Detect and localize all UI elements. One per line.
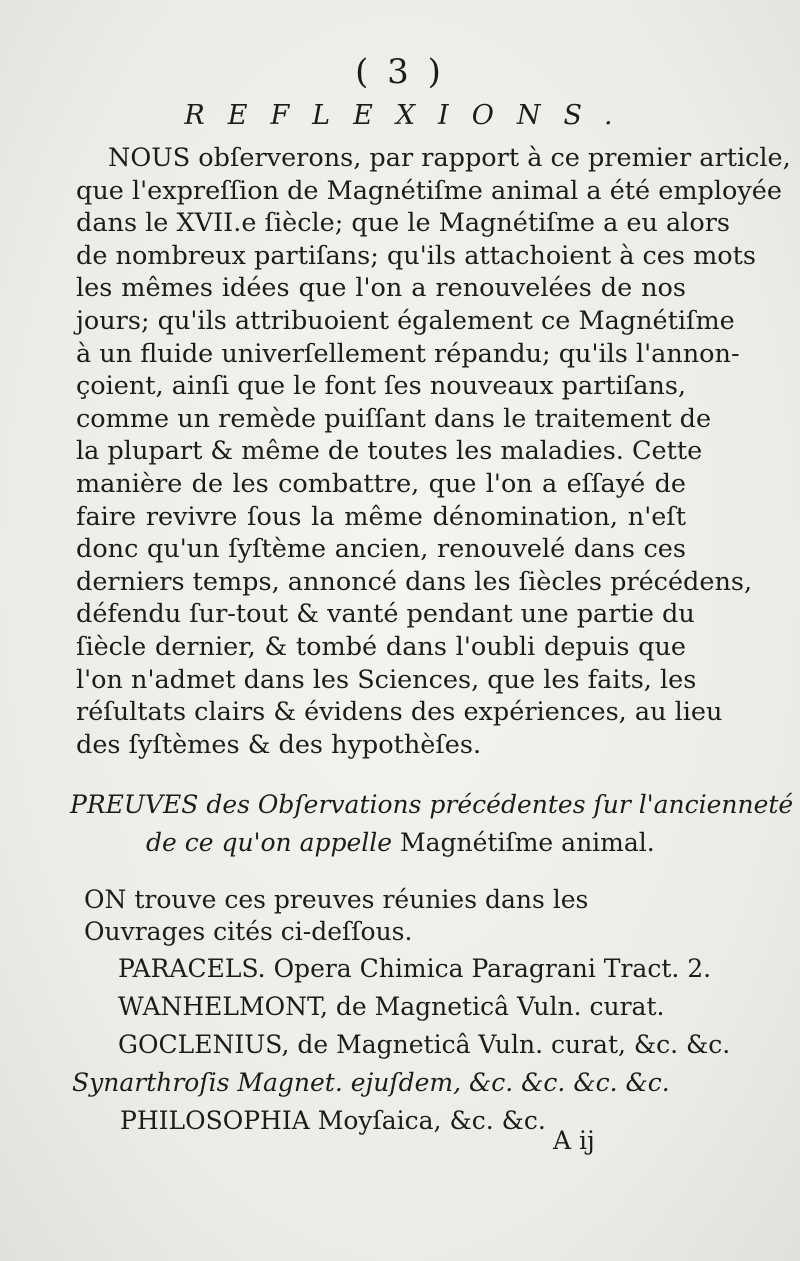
subheading-roman: Magnétiſme animal. (400, 828, 655, 857)
text-line: derniers temps, annoncé dans les ſiècles précédens, (76, 566, 753, 597)
reference-item: PARACELS. Opera Chimica Paragrani Tract. 2. (118, 954, 712, 983)
main-paragraph (76, 142, 791, 761)
text-line: que l'expreſſion de Magnétiſme animal a été employée (76, 175, 782, 206)
subheading-line-2 (146, 828, 686, 857)
reference-item: PHILOSOPHIA Moyſaica, &c. &c. (120, 1106, 546, 1135)
reference-item: WANHELMONT, de Magneticâ Vuln. curat. (118, 992, 665, 1021)
text-line: manière de les combattre, que l'on a eſſayé de (76, 468, 686, 499)
reference-list (72, 950, 731, 1140)
reference-item: GOCLENIUS, de Magneticâ Vuln. curat, &c. &c. (118, 1030, 731, 1059)
text-line: la plupart & même de toutes les maladies. Cette (76, 436, 703, 467)
subheading-line-1: PREUVES des Obſervations précédentes ſur l'ancienneté (70, 790, 794, 819)
text-line: comme un remède puiſſant dans le traitement de (76, 403, 712, 434)
text-line: donc qu'un ſyſtème ancien, renouvelé dans ces (76, 534, 686, 565)
signature-mark: A ij (553, 1126, 595, 1155)
section-heading: REFLEXIONS. (184, 100, 636, 131)
text-line: réſultats clairs & évidens des expériences, au lieu (76, 697, 723, 728)
text-line: faire revivre ſous la même dénomination, n'eſt (76, 501, 686, 532)
text-line: à un fluide univerſellement répandu; qu'ils l'annon- (76, 338, 740, 369)
text-line: de nombreux partiſans; qu'ils attachoient à ces mots (76, 240, 756, 271)
subheading-italic: de ce qu'on appelle (146, 828, 401, 857)
text-line: jours; qu'ils attribuoient également ce Magnétiſme (76, 305, 735, 336)
text-line: des ſyſtèmes & des hypothèſes. (76, 729, 482, 760)
text-line: çoient, ainſi que le font ſes nouveaux partiſans, (76, 371, 687, 402)
sources-paragraph: ON trouve ces preuves réunies dans les Ouvrages cités ci-deſſous. (84, 885, 589, 946)
text-line: ſiècle dernier, & tombé dans l'oubli depuis que (76, 631, 686, 662)
text-line: NOUS obſerverons, par rapport à ce premier article, (108, 143, 791, 173)
text-line: dans le XVII.e ſiècle; que le Magnétiſme a eu alors (76, 208, 730, 239)
page-number: ( 3 ) (355, 52, 445, 92)
reference-item: Synarthroſis Magnet. ejuſdem, &c. &c. &c. &c. (72, 1068, 670, 1097)
text-line: l'on n'admet dans les Sciences, que les faits, les (76, 664, 697, 695)
text-line: défendu ſur-tout & vanté pendant une partie du (76, 599, 695, 630)
text-line: les mêmes idées que l'on a renouvelées de nos (76, 273, 686, 304)
